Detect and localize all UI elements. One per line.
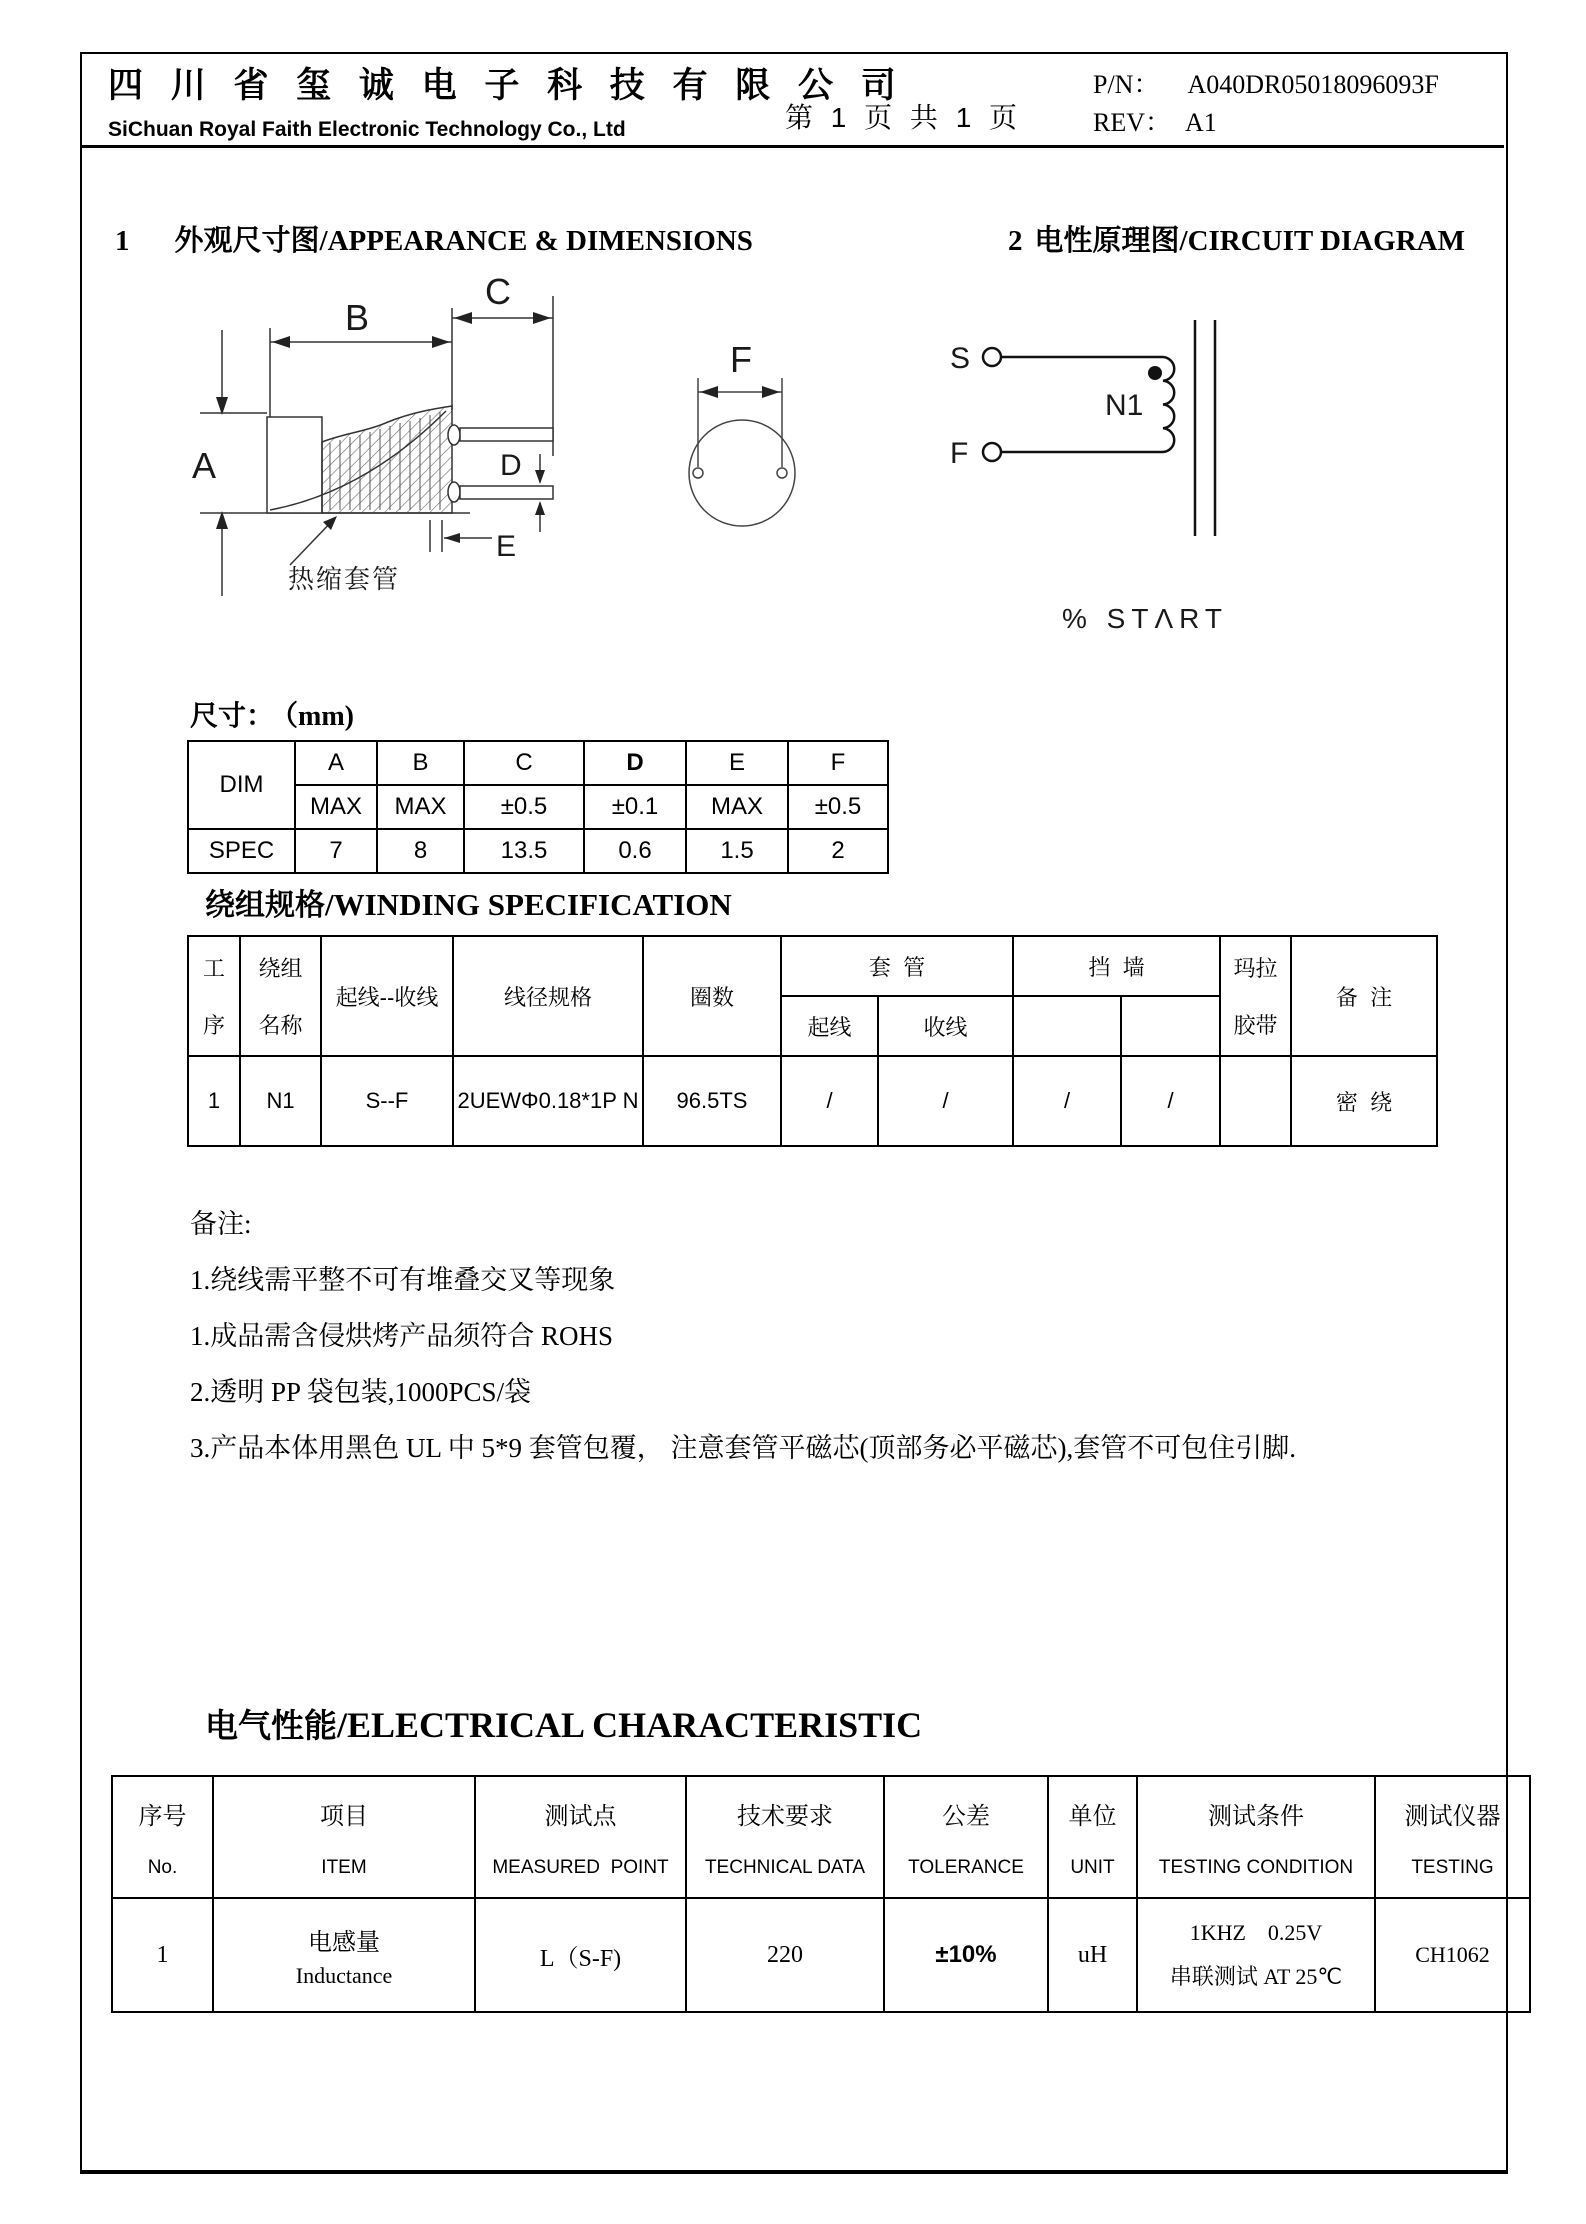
wh-tube-start: 起线 xyxy=(781,996,878,1056)
dim-col-d: D xyxy=(584,741,686,785)
winding-header-row-1 xyxy=(188,936,1437,996)
eh-technical-data: 技术要求 TECHNICAL DATA xyxy=(686,1776,884,1898)
electrical-table xyxy=(111,1775,1531,2013)
electrical-data-row xyxy=(112,1898,1530,2012)
ed-no: 1 xyxy=(112,1898,213,2012)
ed-technical-data: 220 xyxy=(686,1898,884,2012)
eh-tolerance: 公差 TOLERANCE xyxy=(884,1776,1048,1898)
eh-no: 序号 No. xyxy=(112,1776,213,1898)
dim-label-e: E xyxy=(496,530,517,563)
section-2-title-en: /CIRCUIT DIAGRAM xyxy=(1179,225,1465,257)
wh-turns: 圈数 xyxy=(643,936,781,1056)
dimension-caption-unit: （mm) xyxy=(284,701,354,732)
dim-tolerance-cell: MAX xyxy=(686,785,788,829)
notes-title: 备注: xyxy=(190,1209,252,1239)
wh-wall-sub1 xyxy=(1013,996,1121,1056)
revision xyxy=(1093,102,1217,139)
winding-title xyxy=(205,880,732,924)
section-1-number: 1 xyxy=(115,225,130,257)
appearance-top-view-drawing xyxy=(650,330,850,560)
electrical-title-cn: 电气性能 xyxy=(205,1707,337,1744)
company-name-en: SiChuan Royal Faith Electronic Technology Co., Ltd xyxy=(108,118,626,141)
coil-name-label: N1 xyxy=(1105,389,1144,422)
wd-turns: 96.5TS xyxy=(643,1056,781,1146)
dimension-caption-cn: 尺寸： xyxy=(190,700,275,731)
eh-testing-instrument: 测试仪器 TESTING xyxy=(1375,1776,1530,1898)
start-note-label: % STΛRT xyxy=(1062,603,1228,634)
inductor-coil-symbol xyxy=(1163,357,1174,452)
dim-tolerance-cell: ±0.1 xyxy=(584,785,686,829)
dimension-caption xyxy=(190,694,354,734)
section-1-title xyxy=(115,218,753,259)
circuit-diagram xyxy=(930,280,1360,650)
note-item: 2.透明 PP 袋包装,1000PCS/袋 xyxy=(190,1377,532,1407)
terminal-s-label: S xyxy=(950,342,971,375)
dim-col-a: A xyxy=(295,741,377,785)
ed-unit: uH xyxy=(1048,1898,1137,2012)
wd-start-end: S--F xyxy=(321,1056,453,1146)
page-counter: 第 1 页 共 1 页 xyxy=(785,102,1023,133)
part-number-label: P/N： xyxy=(1093,70,1160,99)
terminal-f-label: F xyxy=(950,437,969,470)
wh-wall-sub2 xyxy=(1121,996,1220,1056)
wd-tube-start: / xyxy=(781,1056,878,1146)
dim-spec-label: SPEC xyxy=(188,829,295,873)
wh-start-end: 起线--收线 xyxy=(321,936,453,1056)
note-item: 3.产品本体用黑色 UL 中 5*9 套管包覆， 注意套管平磁芯(顶部务必平磁芯),套管不可包住引脚. xyxy=(190,1433,1296,1463)
dim-spec-cell: 0.6 xyxy=(584,829,686,873)
ed-tolerance: ±10% xyxy=(884,1898,1048,2012)
section-2-number: 2 xyxy=(1008,225,1023,257)
dim-label-b: B xyxy=(345,297,370,338)
eh-measured-point: 测试点 MEASURED POINT xyxy=(475,1776,686,1898)
dim-header-row xyxy=(188,741,888,785)
dim-spec-row xyxy=(188,829,888,873)
appearance-side-view-drawing xyxy=(140,270,640,610)
dim-col-c: C xyxy=(464,741,584,785)
ed-testing-condition: 1KHZ 0.25V 串联测试 AT 25℃ xyxy=(1137,1898,1375,2012)
dim-spec-cell: 2 xyxy=(788,829,888,873)
shrink-tube-label: 热缩套管 xyxy=(288,564,401,594)
wd-wall-2: / xyxy=(1121,1056,1220,1146)
winding-data-row xyxy=(188,1056,1437,1146)
wh-process: 工 序 xyxy=(188,936,240,1056)
eh-unit: 单位 UNIT xyxy=(1048,1776,1137,1898)
part-number-value: A040DR05018096093F xyxy=(1187,70,1439,99)
wd-remark: 密 绕 xyxy=(1291,1056,1437,1146)
dim-tolerance-cell: ±0.5 xyxy=(788,785,888,829)
dim-label-d: D xyxy=(500,449,522,482)
ed-item: 电感量 Inductance xyxy=(213,1898,475,2012)
dim-spec-cell: 1.5 xyxy=(686,829,788,873)
section-1-title-en: /APPEARANCE & DIMENSIONS xyxy=(319,225,753,257)
dim-spec-cell: 8 xyxy=(377,829,464,873)
electrical-header-row xyxy=(112,1776,1530,1898)
wd-wall-1: / xyxy=(1013,1056,1121,1146)
revision-label: REV： xyxy=(1093,108,1172,137)
dim-tolerance-cell: ±0.5 xyxy=(464,785,584,829)
dim-tolerance-cell: MAX xyxy=(295,785,377,829)
wd-process: 1 xyxy=(188,1056,240,1146)
note-item: 1.成品需含侵烘烤产品须符合 ROHS xyxy=(190,1321,614,1351)
section-2-title-cn: 电性原理图 xyxy=(1034,225,1180,257)
section-1-title-cn: 外观尺寸图 xyxy=(174,225,320,257)
eh-item: 项目 ITEM xyxy=(213,1776,475,1898)
section-2-title xyxy=(1008,218,1465,259)
wd-tape xyxy=(1220,1056,1291,1146)
wd-wire-spec: 2UEWΦ0.18*1P N xyxy=(453,1056,643,1146)
notes-block xyxy=(190,1196,1500,1476)
eh-testing-condition: 测试条件 TESTING CONDITION xyxy=(1137,1776,1375,1898)
electrical-title xyxy=(205,1700,922,1747)
wh-mylar-tape: 玛拉 胶带 xyxy=(1220,936,1291,1056)
dim-tolerance-cell: MAX xyxy=(377,785,464,829)
wh-wire-spec: 线径规格 xyxy=(453,936,643,1056)
wd-name: N1 xyxy=(240,1056,321,1146)
winding-table xyxy=(187,935,1438,1147)
wh-remark: 备 注 xyxy=(1291,936,1437,1056)
dim-label-f: F xyxy=(730,339,752,380)
wh-tube-end: 收线 xyxy=(878,996,1013,1056)
dim-spec-cell: 13.5 xyxy=(464,829,584,873)
header-divider xyxy=(82,145,1504,148)
dim-label-c: C xyxy=(485,271,511,312)
dimension-table xyxy=(187,740,889,874)
company-name-cn: 四 川 省 玺 诚 电 子 科 技 有 限 公 司 xyxy=(108,66,905,105)
dim-label-a: A xyxy=(192,445,217,486)
dim-col-b: B xyxy=(377,741,464,785)
winding-start-dot xyxy=(1148,366,1162,380)
dim-col-e: E xyxy=(686,741,788,785)
note-item: 1.绕线需平整不可有堆叠交叉等现象 xyxy=(190,1265,616,1295)
part-number xyxy=(1093,64,1439,101)
electrical-title-en: /ELECTRICAL CHARACTERISTIC xyxy=(337,1705,923,1745)
wd-tube-end: / xyxy=(878,1056,1013,1146)
ed-instrument: CH1062 xyxy=(1375,1898,1530,2012)
dim-col-f: F xyxy=(788,741,888,785)
dim-spec-cell: 7 xyxy=(295,829,377,873)
wh-tube: 套 管 xyxy=(781,936,1013,996)
revision-value: A1 xyxy=(1185,108,1217,137)
dim-row-label: DIM xyxy=(188,741,295,829)
winding-title-cn: 绕组规格 xyxy=(205,889,325,922)
wh-wall: 挡 墙 xyxy=(1013,936,1220,996)
wh-winding-name: 绕组 名称 xyxy=(240,936,321,1056)
ed-measured-point: L（S-F) xyxy=(475,1898,686,2012)
winding-title-en: /WINDING SPECIFICATION xyxy=(325,887,732,922)
